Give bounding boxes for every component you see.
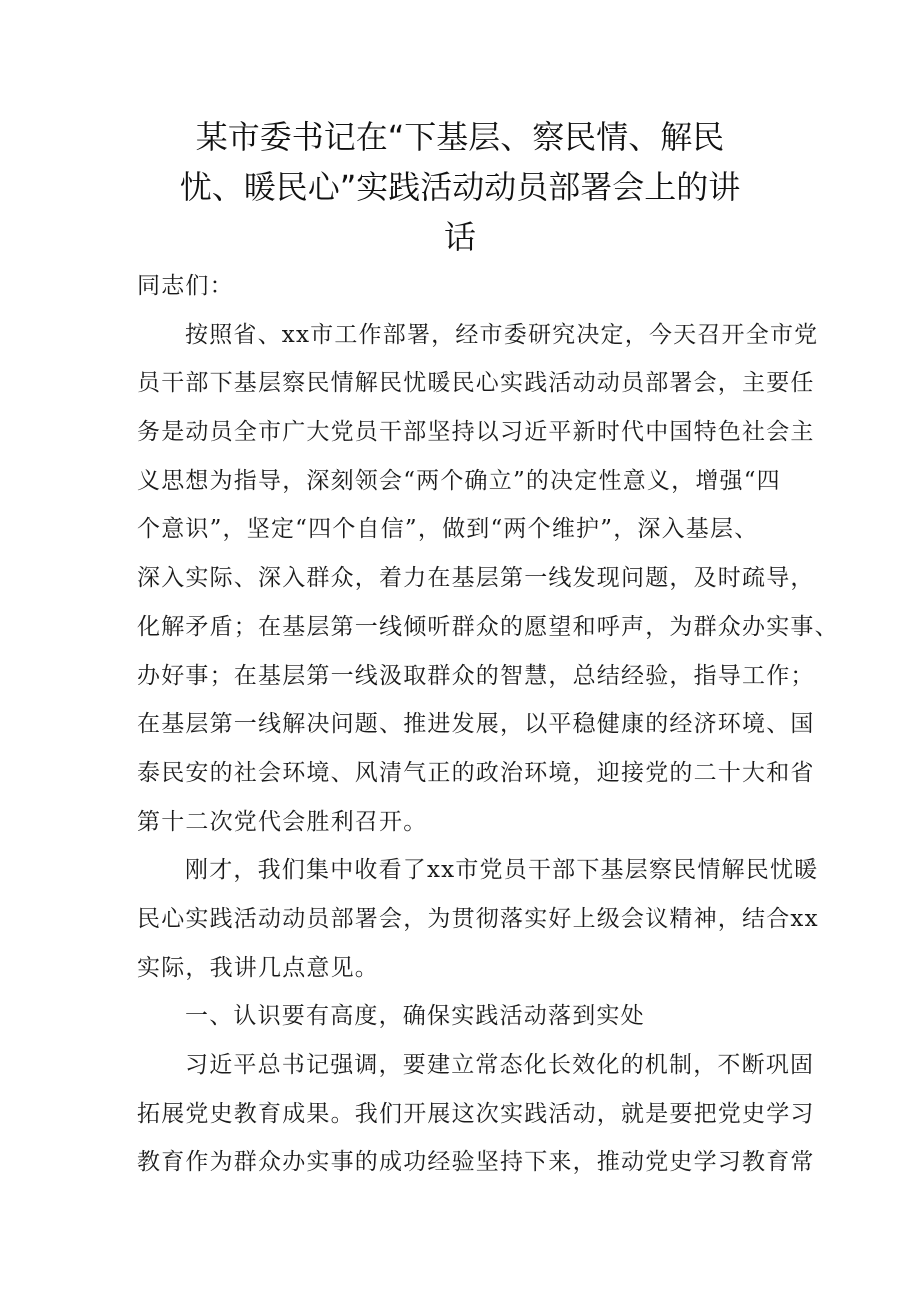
- paragraph-line: 按照省、xx市工作部署，经市委研究决定，今天召开全市党: [185, 321, 819, 348]
- title-line: 忧、暖民心”实践活动动员部署会上的讲: [179, 168, 741, 206]
- paragraph-line: 个意识”，坚定“四个自信”，做到“两个维护”，深入基层、: [137, 516, 759, 543]
- paragraph-line: 化解矛盾；在基层第一线倾听群众的愿望和呼声，为群众办实事、: [137, 613, 839, 640]
- paragraph-line: 拓展党史教育成果。我们开展这次实践活动，就是要把党史学习: [137, 1100, 815, 1127]
- paragraph-line: 义思想为指导，深刻领会“两个确立”的决定性意义，增强“四: [137, 467, 781, 494]
- paragraph-line: 在基层第一线解决问题、推进发展，以平稳健康的经济环境、国: [137, 711, 815, 738]
- paragraph-line: 办好事；在基层第一线汲取群众的智慧，总结经验，指导工作；: [137, 662, 815, 689]
- paragraph-line: 务是动员全市广大党员干部坚持以习近平新时代中国特色社会主: [137, 419, 815, 446]
- title-line: 某市委书记在“下基层、察民情、解民: [195, 118, 725, 156]
- section-heading: 一、认识要有高度，确保实践活动落到实处: [185, 1003, 645, 1030]
- paragraph-meeting: [137, 846, 819, 992]
- document-title: [150, 112, 770, 262]
- paragraph-line: 泰民安的社会环境、风清气正的政治环境，迎接党的二十大和省: [137, 759, 815, 786]
- paragraph-intro: [137, 311, 839, 847]
- paragraph-line: 民心实践活动动员部署会，为贯彻落实好上级会议精神，结合xx: [137, 905, 819, 932]
- document-body: [137, 262, 839, 1187]
- paragraph-line: 习近平总书记强调，要建立常态化长效化的机制，不断巩固: [185, 1052, 815, 1078]
- salutation: 同志们：: [137, 273, 234, 299]
- paragraph-line: 实际，我讲几点意见。: [137, 954, 379, 981]
- paragraph-line: 第十二次党代会胜利召开。: [137, 808, 428, 835]
- paragraph-line: 教育作为群众办实事的成功经验坚持下来，推动党史学习教育常: [137, 1149, 815, 1176]
- paragraph-line: 深入实际、深入群众，着力在基层第一线发现问题，及时疏导，: [137, 565, 815, 592]
- paragraph-line: 员干部下基层察民情解民忧暖民心实践活动动员部署会，主要任: [137, 370, 815, 397]
- paragraph-section1: [137, 1041, 815, 1187]
- title-line: 话: [443, 218, 476, 256]
- paragraph-line: 刚才，我们集中收看了xx市党员干部下基层察民情解民忧暖: [185, 857, 819, 884]
